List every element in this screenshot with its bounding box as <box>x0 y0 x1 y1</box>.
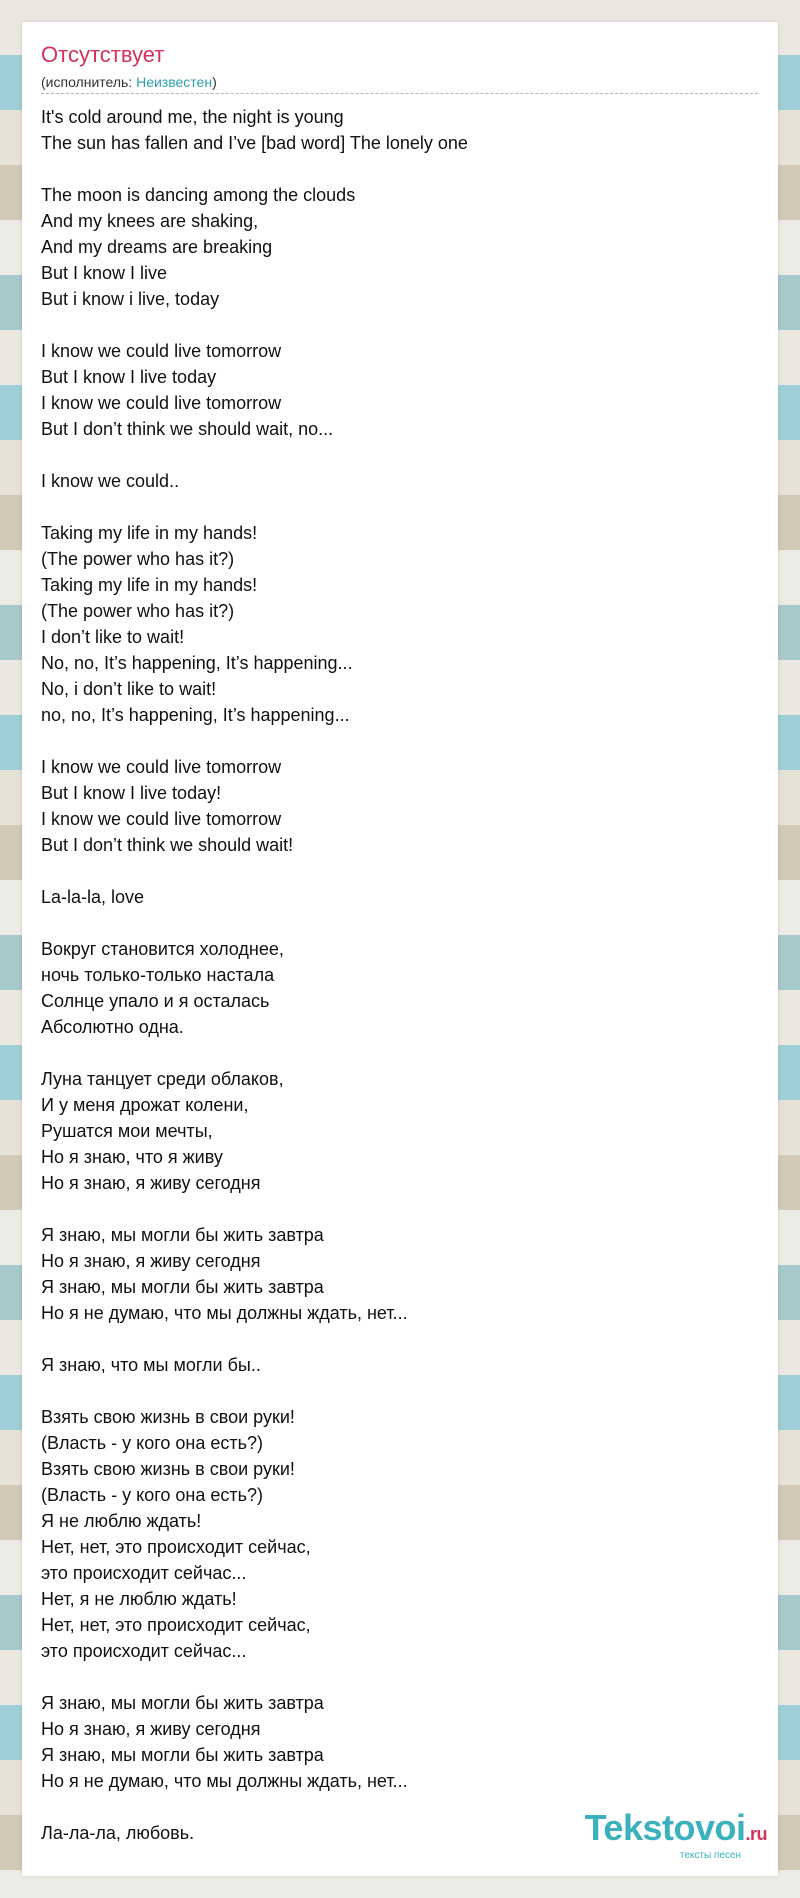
lyric-line: Но я знаю, что я живу <box>41 1147 223 1167</box>
lyric-line: Но я знаю, я живу сегодня <box>41 1173 261 1193</box>
lyric-line: But I know I live <box>41 263 168 283</box>
lyric-line: Я знаю, мы могли бы жить завтра <box>41 1225 324 1245</box>
logo-main-text: Tekstovoi <box>584 1807 746 1848</box>
lyric-line: Но я не думаю, что мы должны ждать, нет... <box>41 1303 408 1323</box>
lyric-line: Взять свою жизнь в свои руки! <box>41 1407 295 1427</box>
stanza-gap <box>41 494 758 520</box>
lyric-line: Но я знаю, я живу сегодня <box>41 1251 261 1271</box>
lyric-line: I don’t like to wait! <box>41 627 185 647</box>
lyric-line: ночь только-только настала <box>41 965 275 985</box>
lyric-line: The sun has fallen and I’ve [bad word] The lonely one <box>41 133 468 153</box>
site-logo[interactable] <box>585 1809 767 1862</box>
stanza-gap <box>41 1040 758 1066</box>
performer-link[interactable]: Неизвестен <box>136 74 213 90</box>
stanza-gap <box>41 910 758 936</box>
lyric-line: Луна танцует среди облаков, <box>41 1069 284 1089</box>
lyric-line: I know we could live tomorrow <box>41 757 282 777</box>
lyric-line: Но я не думаю, что мы должны ждать, нет... <box>41 1771 408 1791</box>
lyric-line: это происходит сейчас... <box>41 1563 247 1583</box>
lyric-line: Рушатся мои мечты, <box>41 1121 213 1141</box>
performer-prefix: (исполнитель: <box>41 74 137 90</box>
stanza-gap <box>41 1326 758 1352</box>
stanza-gap <box>41 1378 758 1404</box>
performer-suffix: ) <box>212 74 217 90</box>
lyric-line: Нет, нет, это происходит сейчас, <box>41 1537 311 1557</box>
lyric-line: (The power who has it?) <box>41 601 235 621</box>
lyric-line: Но я знаю, я живу сегодня <box>41 1719 261 1739</box>
performer-line <box>41 73 217 91</box>
lyric-line: But I know I live today! <box>41 783 222 803</box>
lyric-line: (The power who has it?) <box>41 549 235 569</box>
lyric-line: But I know I live today <box>41 367 217 387</box>
stanza-gap <box>41 312 758 338</box>
lyric-line: Я знаю, мы могли бы жить завтра <box>41 1745 324 1765</box>
logo-tagline: тексты песен <box>679 1850 741 1861</box>
lyric-line: No, no, It’s happening, It’s happening... <box>41 653 353 673</box>
lyric-line: это происходит сейчас... <box>41 1641 247 1661</box>
stanza-gap <box>41 728 758 754</box>
lyric-line: Я знаю, что мы могли бы.. <box>41 1355 261 1375</box>
lyric-line: no, no, It’s happening, It’s happening... <box>41 705 350 725</box>
lyric-line: I know we could live tomorrow <box>41 393 282 413</box>
stanza-gap <box>41 1196 758 1222</box>
lyrics-card <box>22 22 778 1876</box>
lyrics-text <box>41 104 758 1846</box>
lyric-line: (Власть - у кого она есть?) <box>41 1485 264 1505</box>
lyric-line: But i know i live, today <box>41 289 220 309</box>
lyric-line: I know we could.. <box>41 471 180 491</box>
lyric-line: Взять свою жизнь в свои руки! <box>41 1459 295 1479</box>
lyric-line: La-la-la, love <box>41 887 145 907</box>
lyric-line: Нет, я не люблю ждать! <box>41 1589 237 1609</box>
lyric-line: Taking my life in my hands! <box>41 523 258 543</box>
lyric-line: And my dreams are breaking <box>41 237 273 257</box>
lyric-line: The moon is dancing among the clouds <box>41 185 356 205</box>
lyric-line: Я знаю, мы могли бы жить завтра <box>41 1277 324 1297</box>
stanza-gap <box>41 1664 758 1690</box>
lyric-line: And my knees are shaking, <box>41 211 259 231</box>
lyric-line: I know we could live tomorrow <box>41 341 282 361</box>
lyric-line: Вокруг становится холоднее, <box>41 939 284 959</box>
lyric-line: И у меня дрожат колени, <box>41 1095 249 1115</box>
lyric-line: (Власть - у кого она есть?) <box>41 1433 264 1453</box>
lyric-line: Я знаю, мы могли бы жить завтра <box>41 1693 324 1713</box>
lyric-line: Ла-ла-ла, любовь. <box>41 1823 195 1843</box>
lyric-line: I know we could live tomorrow <box>41 809 282 829</box>
divider <box>41 93 758 94</box>
lyric-line: Солнце упало и я осталась <box>41 991 270 1011</box>
lyric-line: No, i don’t like to wait! <box>41 679 217 699</box>
stanza-gap <box>41 156 758 182</box>
lyric-line: It's cold around me, the night is young <box>41 107 344 127</box>
stanza-gap <box>41 858 758 884</box>
lyric-line: But I don’t think we should wait! <box>41 835 294 855</box>
logo-wordmark <box>585 1809 767 1853</box>
lyric-line: Taking my life in my hands! <box>41 575 258 595</box>
lyric-line: Нет, нет, это происходит сейчас, <box>41 1615 311 1635</box>
logo-tld: .ru <box>745 1824 767 1844</box>
lyric-line: Абсолютно одна. <box>41 1017 184 1037</box>
stanza-gap <box>41 442 758 468</box>
lyric-line: Я не люблю ждать! <box>41 1511 202 1531</box>
lyric-line: But I don’t think we should wait, no... <box>41 419 334 439</box>
song-title: Отсутствует <box>41 42 165 67</box>
